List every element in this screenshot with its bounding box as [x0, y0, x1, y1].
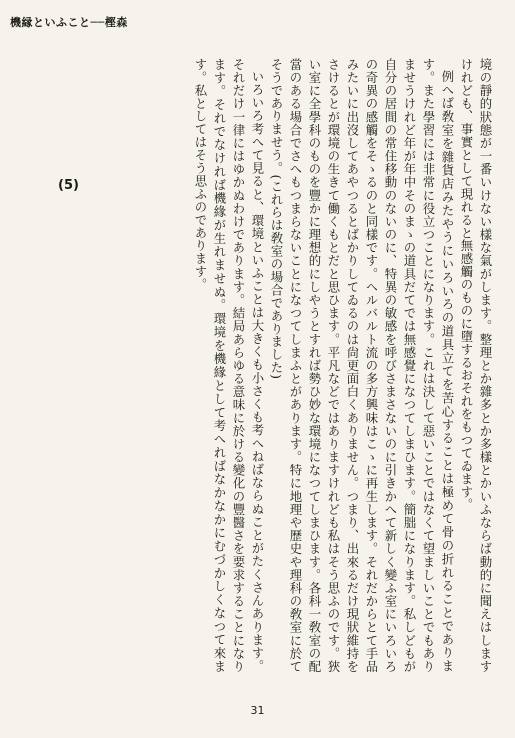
page-number: 31: [250, 704, 265, 717]
section-number: (5): [58, 178, 79, 193]
running-header: 機縁といふこと──樫森: [10, 16, 128, 29]
paragraph: いろいろ考へて見ると、環境といふことは大きくも小さくも考へねばならぬことがたくさんあります。それだけ一律にはゆかぬわけであります。結局あらゆる意味に於ける變化の豐醫さを要求することになります。それでなければ機緣が生れませぬ。環境を機緣として考へればなかなかにむづかしくなつて來ます。私としてはそう思ふのであります。: [193, 58, 265, 673]
body-text: [65, 58, 495, 673]
paragraph: 境の靜的狀態が一番いけない樣な氣がします。整理とか雜多とか多樣とかいふならば動的に聞えはしますけれども、事實として現れると無感觸のものに墮するおそれをもつてゐます。: [459, 58, 493, 673]
paragraph: 例へば敎室を雜貨店みたやうにいろいろの道具立てを苦心することは極めて骨の折れることであります。また學習には非常に役立つことになります。これは決して惡いことではなくて望ましいことでもありませうけれど年が年中そのまゝの道具だてでは無感覺になつてしまひます。簡朏になります。私しどもが自分の居間の常住移動のないのに、特異の敏感を呼びさまさないのに引きかへて新しく變ふ室にいろいろの奇異の感觸をそゝるのと同樣です。ヘルバルト流の多方興味はこゝに再生します。それだからとて手品みたいに出沒してあやつるとばかりしてゐるのは尙更面白くありません。つまり、出來るだけ現狀維持をさけるとが環境の生きて働くもとだと思ひます。平凡などではありますけれども私はそう思ふのです。狹い室に全學科のものを豐かに理想的にしやうとすれば勢ひ妙な環境になつてしまひます。各科一敎室の配當のある場合でさへもつまらないことになつてしまふとがあります。特に地理や歷史や理科の敎室に於てそうでありませう。(これらは敎室の場合でありました): [269, 58, 455, 673]
